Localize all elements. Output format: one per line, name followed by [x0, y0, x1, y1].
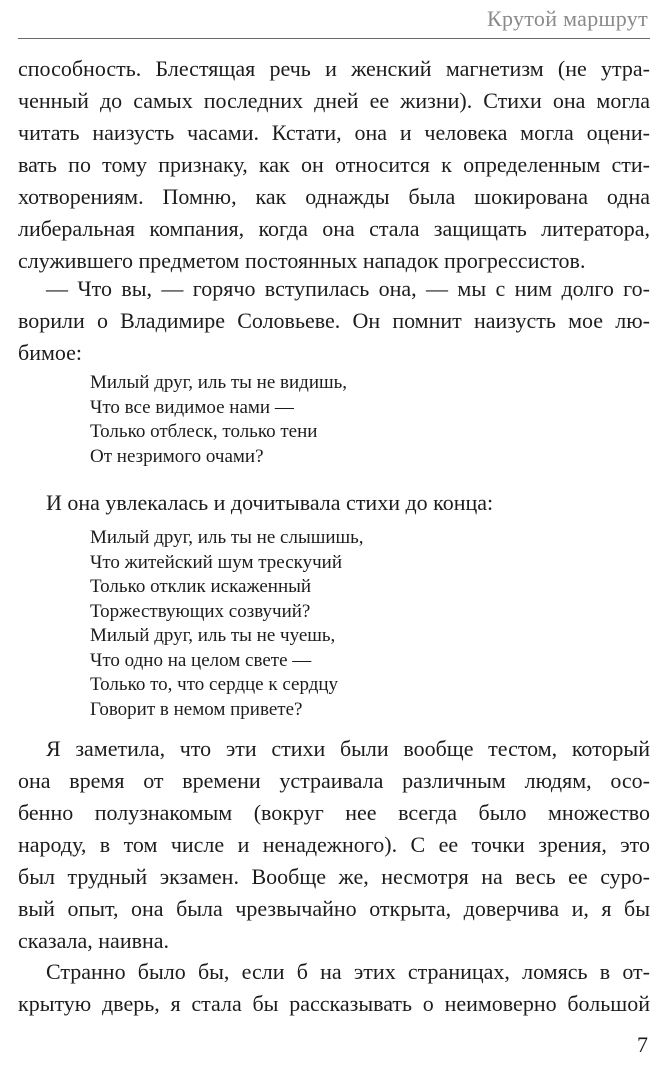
text-line: был трудный экзамен. Вообще же, несмотря на весь ее суро- [18, 864, 650, 889]
text-line: хотворениям. Помню, как однажды была шокирована одна [18, 184, 650, 209]
verse-line: Говорит в немом привете? [90, 698, 303, 720]
verse-line: Что житейский шум трескучий [90, 551, 342, 573]
verse-line: Милый друг, иль ты не видишь, [90, 372, 348, 393]
running-head: Крутой маршрут [487, 6, 648, 31]
paragraph-3 [18, 487, 650, 519]
text-line: читать наизусть часами. Кстати, она и человека могла оцени- [18, 120, 650, 145]
verse-line: Что одно на целом свете — [90, 649, 312, 671]
verse-2 [90, 526, 364, 722]
text-line: ченный до самых последних дней ее жизни). Стихи она могла [18, 88, 650, 113]
verse-line: Торжествующих созвучий? [90, 600, 311, 622]
header-rule [18, 38, 650, 39]
verse-line: Только то, что сердце к сердцу [90, 674, 339, 695]
verse-line: Только отклик искаженный [90, 576, 312, 597]
verse-line: Милый друг, иль ты не чуешь, [90, 625, 336, 646]
verse-line: От незримого очами? [90, 445, 264, 467]
text-line: Я заметила, что эти стихи были вообще тестом, который [46, 736, 650, 761]
text-line: — Что вы, — горячо вступилась она, — мы с ним долго го- [46, 276, 650, 301]
verse-line: Только отблеск, только тени [90, 421, 318, 442]
text-line: бенно полузнакомым (вокруг нее всегда было множество [18, 800, 650, 825]
paragraph-1 [18, 53, 650, 277]
paragraph-4 [18, 733, 650, 957]
text-line: служившего предметом постоянных нападок прогрессистов. [18, 248, 586, 273]
verse-line: Милый друг, иль ты не слышишь, [90, 527, 364, 548]
text-line: либеральная компания, когда она стала защищать литератора, [18, 216, 650, 241]
text-line: Странно было бы, если б на этих страницах, ломясь в от- [46, 959, 650, 984]
text-line: народу, в том числе и ненадежного). С ее точки зрения, это [18, 832, 650, 857]
paragraph-5 [18, 956, 650, 1020]
text-line: бимое: [18, 340, 83, 365]
paragraph-2 [18, 273, 650, 369]
verse-1 [90, 371, 347, 469]
text-line: вать по тому признаку, как он относится к определенным сти- [18, 152, 650, 177]
verse-line: Что все видимое нами — [90, 396, 294, 418]
page-number: 7 [637, 1032, 648, 1057]
text-line: способность. Блестящая речь и женский магнетизм (не утра- [18, 56, 650, 81]
text-line: она время от времени устраивала различным людям, осо- [18, 768, 650, 793]
text-line: ворили о Владимире Соловьеве. Он помнит наизусть мое лю- [18, 308, 650, 333]
text-line: вый опыт, она была чрезвычайно открыта, доверчива и, я бы [18, 896, 650, 921]
text-line: крытую дверь, я стала бы рассказывать о неимоверно большой [18, 991, 650, 1016]
text-line: И она увлекалась и дочитывала стихи до конца: [46, 490, 494, 515]
text-line: сказала, наивна. [18, 928, 170, 953]
